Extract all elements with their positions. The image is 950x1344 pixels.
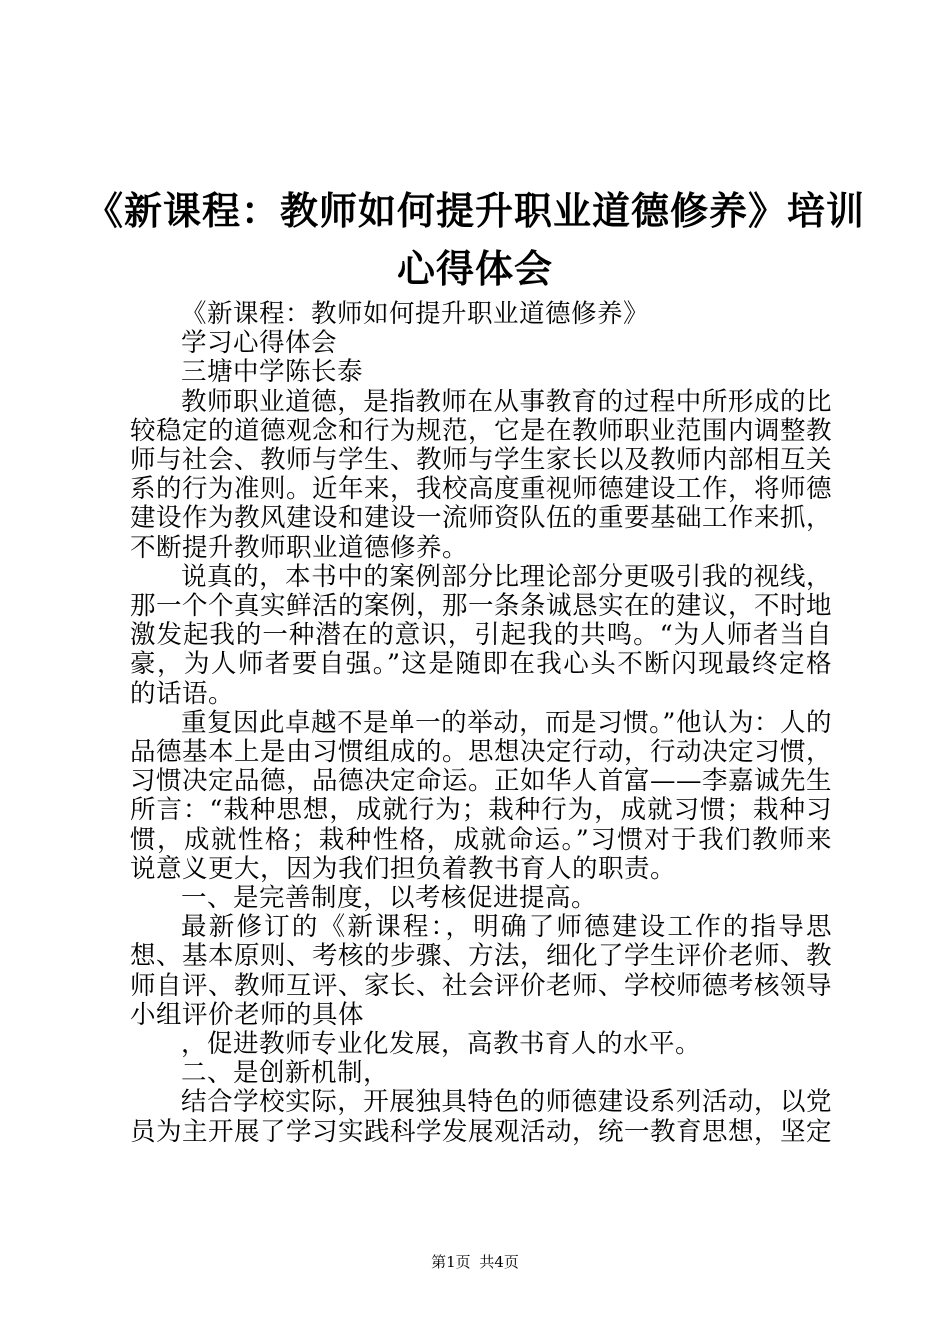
body-paragraph: 结合学校实际，开展独具特色的师德建设系列活动，以党员为主开展了学习实践科学发展观活动，统一教育思想，坚定 xyxy=(130,1087,833,1147)
section-heading: 二、是创新机制， xyxy=(181,1058,390,1089)
body-paragraph: ，促进教师专业化发展，高教书育人的水平。 xyxy=(181,1029,702,1060)
section-heading: 一、是完善制度，以考核促进提高。 xyxy=(181,883,598,914)
body-paragraph: 说真的，本书中的案例部分比理论部分更吸引我的视线，那一个个真实鲜活的案例，那一条条诚恳实在的建议，不时地激发起我的一种潜在的意识，引起我的共鸣。“为人师者当自豪，为人师者要自强。”这是随即在我心头不断闪现最终定格的话语。 xyxy=(130,561,833,709)
page-footer xyxy=(0,1252,950,1272)
body-paragraph: 教师职业道德，是指教师在从事教育的过程中所形成的比较稳定的道德观念和行为规范，它是在教师职业范围内调整教师与社会、教师与学生、教师与学生家长以及教师内部相互关系的行为准则。近年来，我校高度重视师德建设工作，将师德建设作为教风建设和建设一流师资队伍的重要基础工作来抓，不断提升教师职业道德修养。 xyxy=(130,386,833,563)
page-total: 共4页 xyxy=(479,1253,519,1271)
body-paragraph: 重复因此卓越不是单一的举动，而是习惯。”他认为：人的品德基本上是由习惯组成的。思想决定行动，行动决定习惯，习惯决定品德，品德决定命运。正如华人首富——李嘉诚先生所言：“栽种思想，成就行为；栽种行为，成就习惯；栽种习惯，成就性格；栽种性格，成就命运。”习惯对于我们教师来说意义更大，因为我们担负着教书育人的职责。 xyxy=(130,707,833,884)
document-body xyxy=(130,300,832,1147)
author-paragraph: 三塘中学陈长泰 xyxy=(181,357,364,388)
subtitle-paragraph: 学习心得体会 xyxy=(181,328,338,359)
course-title-paragraph: 《新课程：教师如何提升职业道德修养》 xyxy=(181,299,650,329)
document-title-line-2: 心得体会 xyxy=(396,246,553,291)
page-number: 第1页 xyxy=(431,1253,471,1271)
body-paragraph: 最新修订的《新课程：，明确了师德建设工作的指导思想、基本原则、考核的步骤、方法，细化了学生评价老师、教师自评、教师互评、家长、社会评价老师、学校师德考核领导小组评价老师的具体 xyxy=(130,912,833,1030)
document-title-line-1: 《新课程：教师如何提升职业道德修养》培训 xyxy=(84,188,865,233)
